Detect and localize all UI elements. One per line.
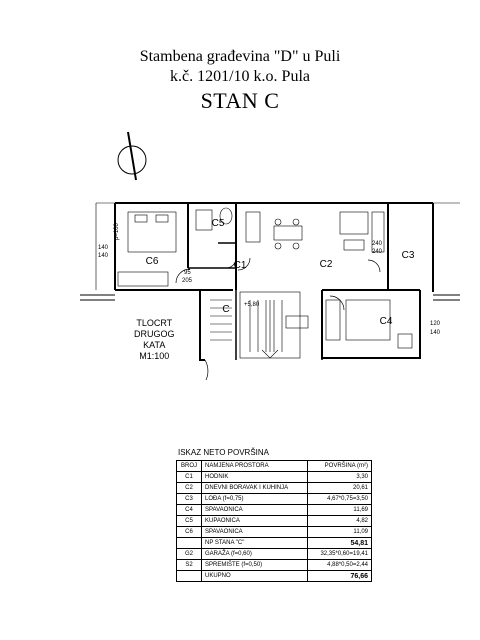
row-number: C3	[177, 494, 202, 505]
dim-p100: p=100	[114, 223, 120, 240]
dim-140-top: 140	[98, 245, 109, 251]
col-header-purpose: NAMJENA PROSTORA	[202, 461, 308, 472]
dim-140-bottom: 140	[98, 253, 109, 259]
row-area: 4,82	[307, 516, 371, 527]
table-row	[177, 483, 372, 494]
table-header-row	[177, 461, 372, 472]
room-label-c4: C4	[379, 316, 393, 327]
row-purpose: SPAVAONICA	[202, 505, 308, 516]
subtotal-row	[177, 538, 372, 549]
row-area: 4,67*0,75=3,50	[307, 494, 371, 505]
table-row	[177, 505, 372, 516]
table-row	[177, 560, 372, 571]
row-number: C2	[177, 483, 202, 494]
apartment-title: STAN C	[200, 88, 280, 113]
table-row	[177, 516, 372, 527]
area-table	[176, 460, 372, 582]
floor-plan	[0, 120, 480, 380]
col-header-area: POVRŠINA (m²)	[307, 461, 371, 472]
level-mark: +5,80	[244, 302, 260, 308]
dim-240-top: 240	[372, 241, 383, 247]
scale-line-4: M1:100	[139, 351, 170, 361]
row-purpose: SPAVAONICA	[202, 527, 308, 538]
table-title: ISKAZ NETO POVRŠINA	[178, 448, 269, 457]
row-number: C4	[177, 505, 202, 516]
table-row	[177, 549, 372, 560]
row-number	[177, 538, 202, 549]
row-number: G2	[177, 549, 202, 560]
row-purpose: KUPAONICA	[202, 516, 308, 527]
row-number: C5	[177, 516, 202, 527]
row-area: 11,69	[307, 505, 371, 516]
row-purpose: NP STANA "C"	[202, 538, 308, 549]
scale-label	[134, 318, 175, 362]
row-area: 76,66	[307, 571, 371, 582]
row-number: C6	[177, 527, 202, 538]
north-arrow-icon	[118, 132, 146, 180]
row-area: 20,61	[307, 483, 371, 494]
row-purpose: SPREMIŠTE (f=0,50)	[202, 560, 308, 571]
row-area: 3,30	[307, 472, 371, 483]
room-label-c6: C6	[145, 256, 159, 267]
dim-95: 95	[184, 270, 191, 276]
table-row	[177, 494, 372, 505]
row-purpose: DNEVNI BORAVAK I KUHINJA	[202, 483, 308, 494]
room-label-c3: C3	[401, 250, 415, 261]
row-purpose: HODNIK	[202, 472, 308, 483]
scale-line-1: TLOCRT	[136, 318, 173, 328]
row-purpose: UKUPNO	[202, 571, 308, 582]
dim-205: 205	[182, 278, 193, 284]
row-purpose: LOĐA (f=0,75)	[202, 494, 308, 505]
door-swings	[176, 258, 380, 380]
room-label-c1: C1	[233, 260, 247, 271]
scale-line-3: KATA	[143, 340, 166, 350]
row-area: 54,81	[307, 538, 371, 549]
table-row	[177, 472, 372, 483]
dim-120: 120	[430, 321, 441, 327]
scale-line-2: DRUGOG	[134, 329, 175, 339]
total-row	[177, 571, 372, 582]
dim-240-bottom: 240	[372, 249, 383, 255]
row-area: 4,88*0,50=2,44	[307, 560, 371, 571]
row-area: 11,09	[307, 527, 371, 538]
col-header-number: BROJ	[177, 461, 202, 472]
dim-140-right: 140	[430, 330, 441, 336]
room-label-c2: C2	[319, 259, 333, 270]
room-label-c5: C5	[211, 218, 225, 229]
row-number: S2	[177, 560, 202, 571]
row-number: C1	[177, 472, 202, 483]
row-area: 32,35*0,60=19,41	[307, 549, 371, 560]
row-number	[177, 571, 202, 582]
table-row	[177, 527, 372, 538]
parcel-label: k.č. 1201/10 k.o. Pula	[170, 68, 310, 85]
stair-label: C	[222, 304, 230, 315]
row-purpose: GARAŽA (f=0,60)	[202, 549, 308, 560]
building-title: Stambena građevina "D" u Puli	[139, 48, 341, 65]
